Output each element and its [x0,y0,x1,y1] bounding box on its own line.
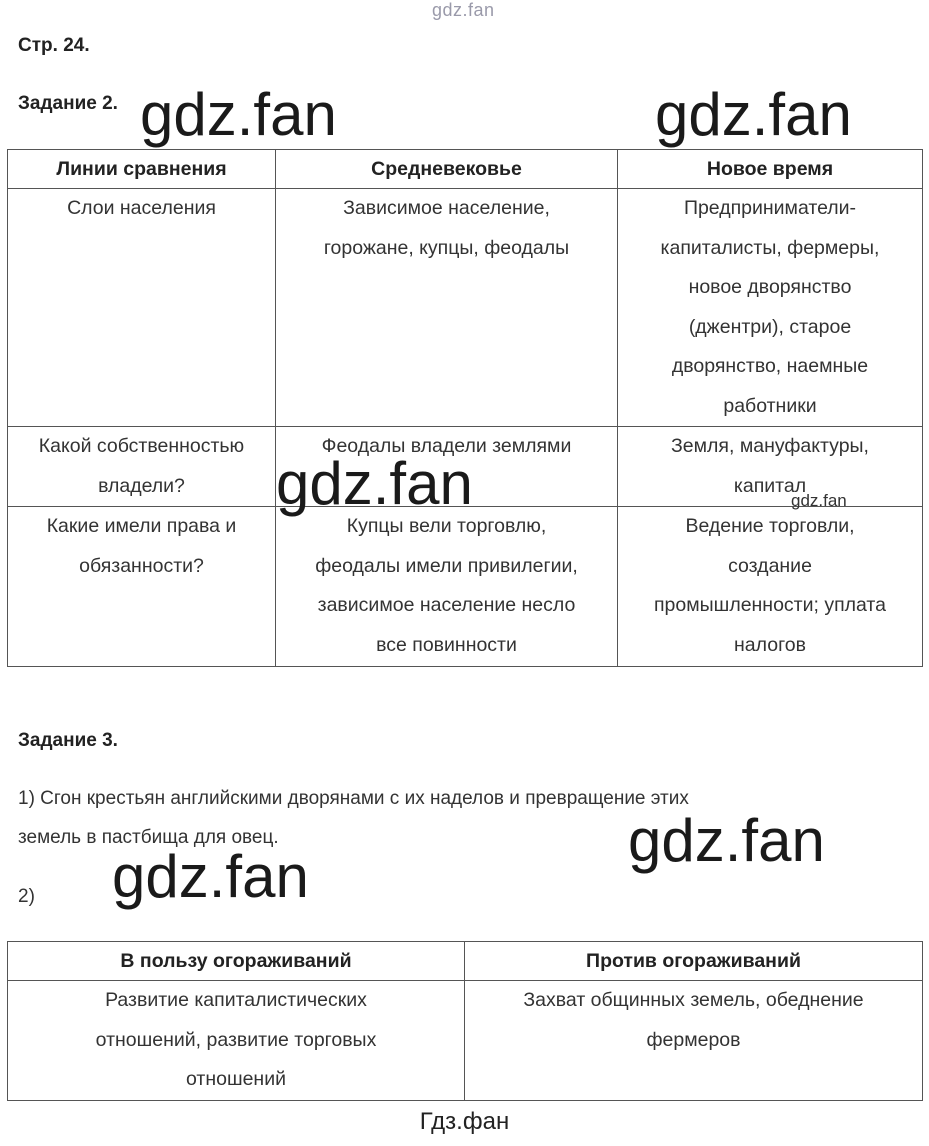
table-cell: Слои населения [8,189,276,427]
table-cell: Зависимое население, горожане, купцы, феодалы [276,189,618,427]
table-header-row [8,942,923,981]
task2-table [7,149,923,667]
table-row [8,507,923,667]
task3-item1-line1: 1) Сгон крестьян английскими дворянами с их наделов и превращение этих [18,788,689,809]
watermark-small: gdz.fan [791,491,847,510]
header-modern-times: Новое время [618,150,923,189]
header-against-enclosures: Против огораживаний [465,942,923,981]
table-header-row [8,150,923,189]
task3-heading: Задание 3. [18,730,118,751]
header-comparison-lines: Линии сравнения [8,150,276,189]
table-cell: Земля, мануфактуры, капитал [618,427,923,507]
task3-item1-line2: земель в пастбища для овец. [18,827,279,848]
header-middle-ages: Средневековье [276,150,618,189]
table-row [8,981,923,1101]
watermark-big: gdz.fan [628,807,825,874]
header-for-enclosures: В пользу огораживаний [8,942,465,981]
table-cell: Какой собственностью владели? [8,427,276,507]
footer-site-name: Гдз.фан [419,1108,510,1135]
task3-table [7,941,923,1101]
watermark-big: gdz.fan [112,843,309,910]
table-cell: Развитие капиталистических отношений, развитие торговых отношений [8,981,465,1101]
watermark-top: gdz.fan [432,0,495,20]
page-label: Стр. 24. [18,35,90,56]
table-cell: Феодалы владели землями [276,427,618,507]
table-cell: Захват общинных земель, обеднение фермеров [465,981,923,1101]
table-cell: Ведение торговли, создание промышленности; уплата налогов [618,507,923,667]
watermark-big: gdz.fan [276,450,473,517]
table-cell: Купцы вели торговлю, феодалы имели привилегии, зависимое население несло все повинности [276,507,618,667]
table-cell: Предприниматели- капиталисты, фермеры, новое дворянство (джентри), старое дворянство, наемные работники [618,189,923,427]
task2-heading: Задание 2. [18,93,118,114]
table-row [8,189,923,427]
task3-item2: 2) [18,886,35,907]
watermark-big: gdz.fan [140,81,337,148]
watermark-big: gdz.fan [655,81,852,148]
table-cell: Какие имели права и обязанности? [8,507,276,667]
